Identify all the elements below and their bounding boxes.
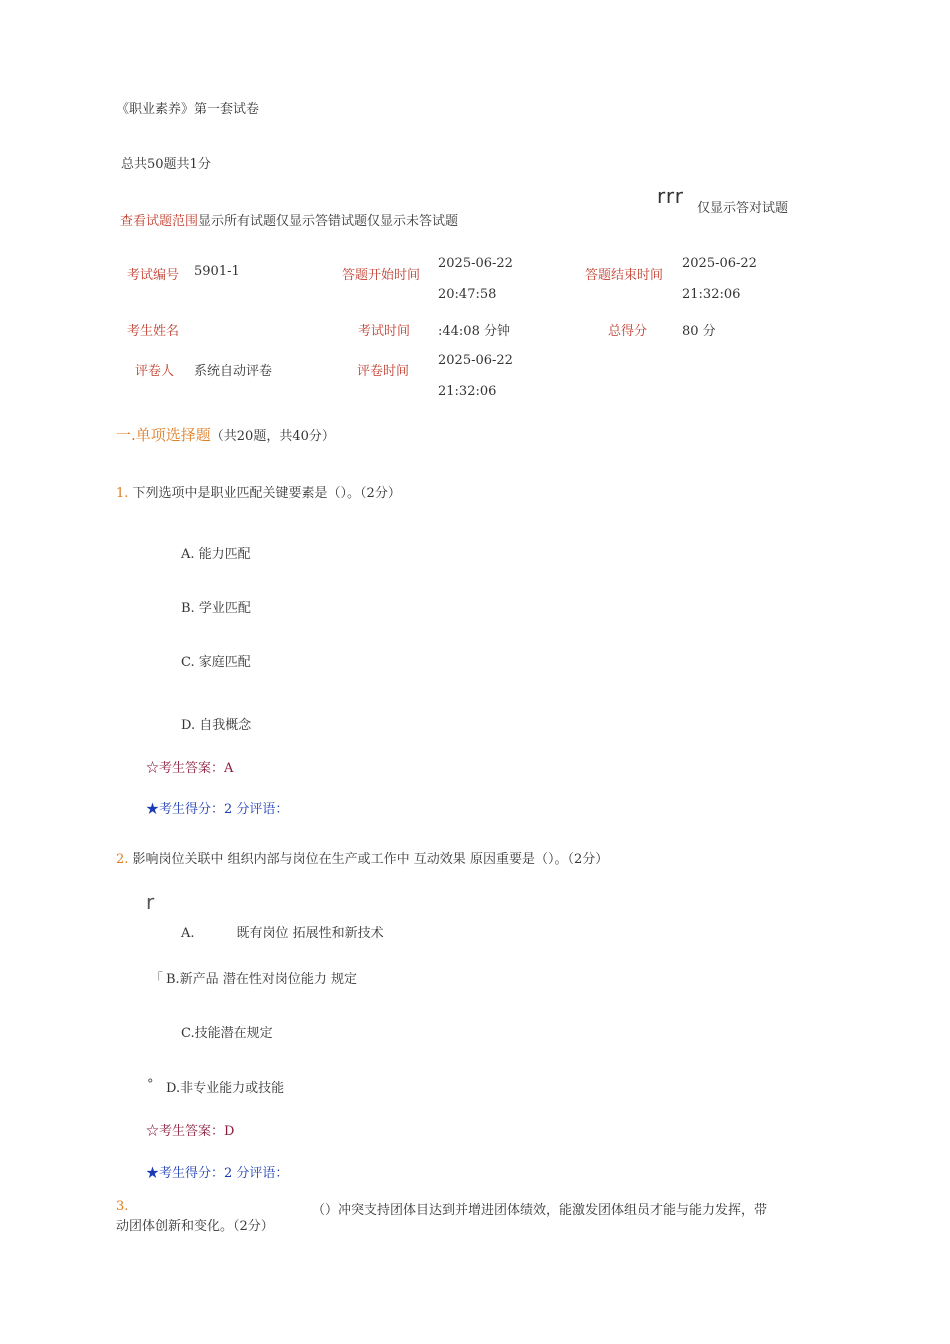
question-number: 1. xyxy=(116,486,129,501)
filter-unanswered-link[interactable]: 仅显示未答试题 xyxy=(367,214,459,229)
exam-no-label: 考试编号 xyxy=(127,268,180,283)
question-text: 下列选项中是职业匹配关键要素是（）。（2分） xyxy=(132,486,401,501)
exam-summary: 总共50题共1分 xyxy=(121,157,211,172)
start-time-label: 答题开始时间 xyxy=(342,268,421,283)
student-score: ★考生得分：2 分评语： xyxy=(146,1166,289,1181)
filter-wrong-link[interactable]: 仅显示答错试题 xyxy=(276,214,368,229)
radio-bracket: 「 xyxy=(150,972,164,987)
grade-time-label: 评卷时间 xyxy=(357,364,410,379)
filter-label: 查看试题范围 xyxy=(120,214,199,229)
option-b[interactable]: B. 学业匹配 xyxy=(181,601,251,616)
grade-time-value: 21:32:06 xyxy=(438,384,497,399)
question-text: 影响岗位关联中 组织内部与岗位在生产或工作中 互动效果 原因重要是（）。（2分） xyxy=(132,852,609,867)
grader-value: 系统自动评卷 xyxy=(194,364,273,379)
exam-no-value: 5901-1 xyxy=(194,264,240,279)
option-b[interactable]: B.新产品 潜在性对岗位能力 规定 xyxy=(166,972,357,987)
filter-all-link[interactable]: 显示所有试题 xyxy=(198,214,277,229)
question-stem xyxy=(116,848,608,867)
duration-value: :44:08 分钟 xyxy=(438,324,510,339)
filter-correct-link[interactable]: 仅显示答对试题 xyxy=(697,201,789,216)
option-text: 既有岗位 拓展性和新技术 xyxy=(236,926,384,941)
section-subtitle: （共20题，共40分） xyxy=(210,429,335,444)
option-d[interactable]: D. 自我概念 xyxy=(181,718,252,733)
stray-mark: r xyxy=(146,890,155,914)
question-text-line-2: 动团体创新和变化。（2分） xyxy=(116,1219,274,1234)
rrr-mark: rrr xyxy=(657,184,684,208)
question-number: 2. xyxy=(116,852,129,867)
option-a[interactable] xyxy=(181,922,384,941)
option-a[interactable]: A. 能力匹配 xyxy=(181,547,251,562)
end-time-label: 答题结束时间 xyxy=(585,268,664,283)
student-score: ★考生得分：2 分评语： xyxy=(146,802,289,817)
section-heading xyxy=(116,424,335,445)
total-score-label: 总得分 xyxy=(608,324,648,339)
student-name-label: 考生姓名 xyxy=(127,324,180,339)
question-number: 3. xyxy=(116,1199,129,1214)
option-d[interactable]: D.非专业能力或技能 xyxy=(166,1081,285,1096)
start-time-value: 20:47:58 xyxy=(438,287,497,302)
start-date-value: 2025-06-22 xyxy=(438,256,513,271)
student-answer: ☆考生答案：A xyxy=(146,761,234,776)
grader-label: 评卷人 xyxy=(135,364,175,379)
end-date-value: 2025-06-22 xyxy=(682,256,757,271)
question-text-line-1: （）冲突支持团体目达到并增进团体绩效，能激发团体组员才能与能力发挥，带 xyxy=(312,1203,768,1218)
option-c[interactable]: C.技能潜在规定 xyxy=(181,1026,273,1041)
grade-date-value: 2025-06-22 xyxy=(438,353,513,368)
option-c[interactable]: C. 家庭匹配 xyxy=(181,655,251,670)
student-answer: ☆考生答案：D xyxy=(146,1124,235,1139)
duration-label: 考试时间 xyxy=(358,324,411,339)
radio-mark: ° xyxy=(147,1077,154,1092)
section-title: 一.单项选择题 xyxy=(116,426,211,444)
end-time-value: 21:32:06 xyxy=(682,287,741,302)
option-letter: A. xyxy=(181,926,195,941)
page-title: 《职业素养》第一套试卷 xyxy=(116,102,260,117)
total-score-value: 80 分 xyxy=(682,324,716,339)
question-stem xyxy=(116,482,401,501)
filter-bar xyxy=(120,210,458,229)
